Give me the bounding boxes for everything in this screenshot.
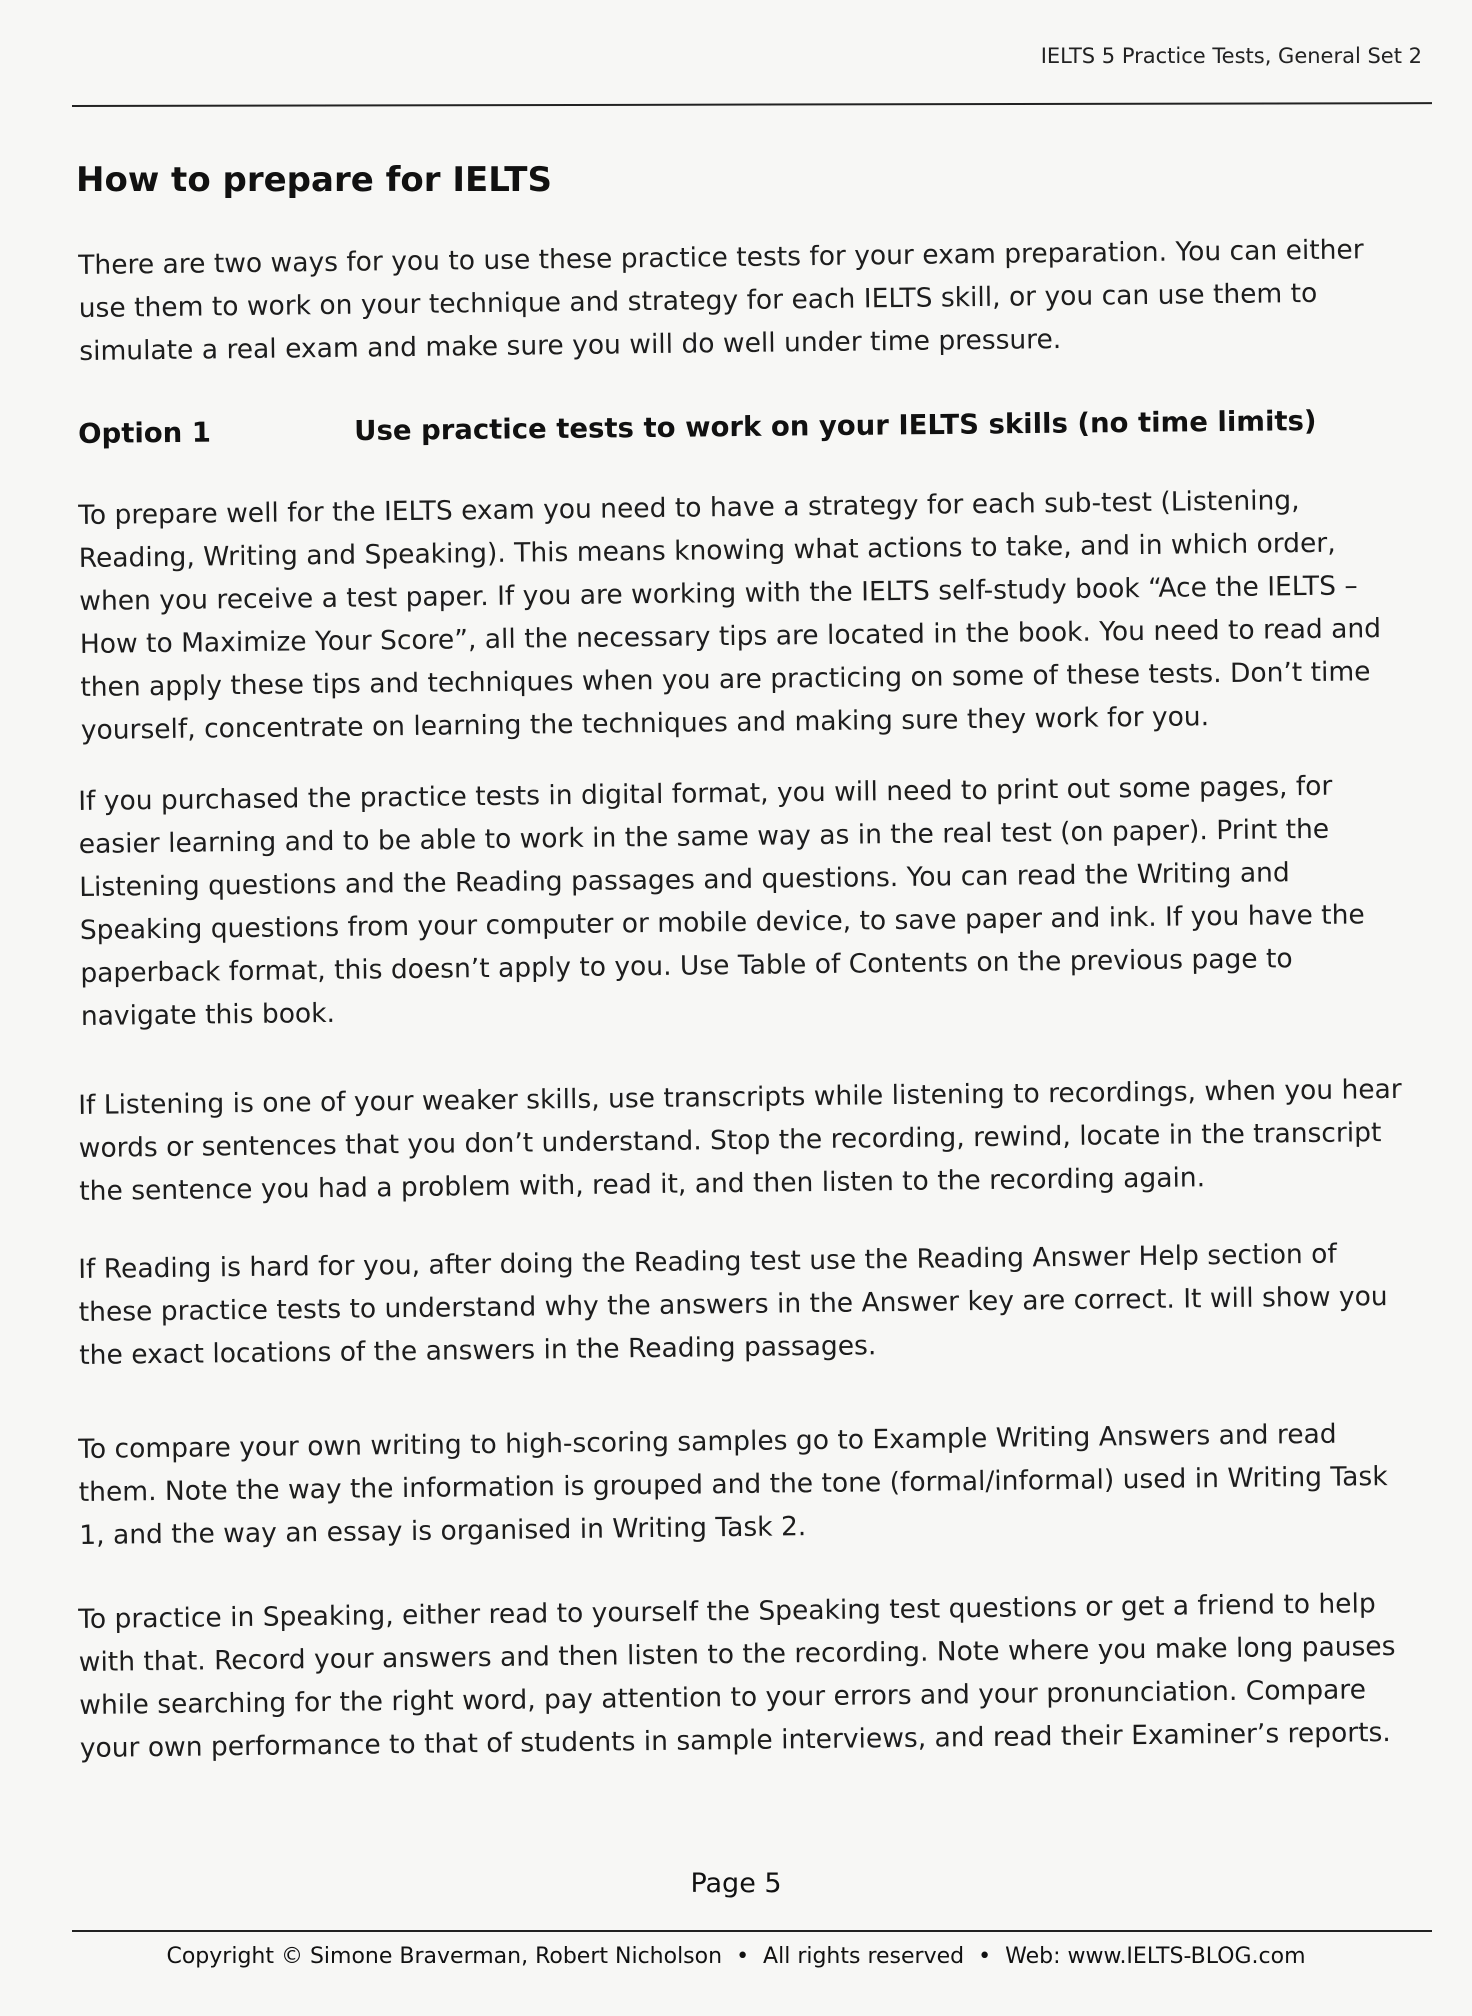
- paragraph-writing: To compare your own writing to high-scoring samples go to Example Writing Answers and read them. Note the way the information is grouped and the tone (formal/informal) used in Writing Task 1, and the way an essay is organised in Writing Task 2.: [78, 1418, 1388, 1551]
- footer: [0, 1944, 1472, 1969]
- rights-text: All rights reserved: [763, 1944, 965, 1969]
- page-title: How to prepare for IELTS: [76, 160, 552, 200]
- paragraph-digital-format: If you purchased the practice tests in digital format, you will need to print out some pages, for easier learning and to be able to work in the same way as in the real test (on paper). Print the Listening questions and the Reading passages and questions. You can read the Writing and Speaking questions from your computer or mobile device, to save paper and ink. If you have the paperback format, this doesn’t apply to you. Use Table of Contents on the previous page to navigate this book.: [78, 770, 1365, 1032]
- option-title: Use practice tests to work on your IELTS skills (no time limits): [353, 405, 1317, 448]
- running-header: IELTS 5 Practice Tests, General Set 2: [1040, 44, 1422, 68]
- option-label: Option 1: [78, 416, 212, 450]
- bullet-separator: •: [736, 1944, 750, 1969]
- paragraph-reading: If Reading is hard for you, after doing the Reading test use the Reading Answer Help section of these practice tests to understand why the answers in the Answer key are correct. It will show you the exact locations of the answers in the Reading passages.: [78, 1238, 1388, 1371]
- option-heading: [78, 404, 1408, 450]
- bullet-separator: •: [978, 1944, 992, 1969]
- paragraph-speaking: To practice in Speaking, either read to yourself the Speaking test questions or get a friend to help with that. Record your answers and then listen to the recording. Note where you make long pauses while searching for the right word, pay attention to your errors and your pronunciation. Compare your own performance to that of students in sample interviews, and read their Examiner’s reports.: [78, 1588, 1396, 1764]
- website-text: Web: www.IELTS-BLOG.com: [1005, 1944, 1306, 1969]
- header-divider: [72, 102, 1432, 107]
- paragraph-listening: If Listening is one of your weaker skills, use transcripts while listening to recordings, when you hear words or sentences that you don’t understand. Stop the recording, rewind, locate in the transcript the sentence you had a problem with, read it, and then listen to the recording again.: [78, 1073, 1402, 1207]
- page-number: Page 5: [690, 1868, 782, 1899]
- intro-paragraph: There are two ways for you to use these practice tests for your exam preparation. You can either use them to work on your technique and strategy for each IELTS skill, or you can use them to simulate a real exam and make sure you will do well under time pressure.: [78, 234, 1364, 367]
- copyright-text: Copyright © Simone Braverman, Robert Nicholson: [166, 1944, 723, 1969]
- paragraph-strategy: To prepare well for the IELTS exam you need to have a strategy for each sub-test (Listening, Reading, Writing and Speaking). This means knowing what actions to take, and in which order, when you receive a test paper. If you are working with the IELTS self-study book “Ace the IELTS – How to Maximize Your Score”, all the necessary tips are located in the book. You need to read and then apply these tips and techniques when you are practicing on some of these tests. Don’t time yourself, concentrate on learning the techniques and making sure they work for you.: [78, 485, 1382, 746]
- footer-divider: [72, 1930, 1432, 1932]
